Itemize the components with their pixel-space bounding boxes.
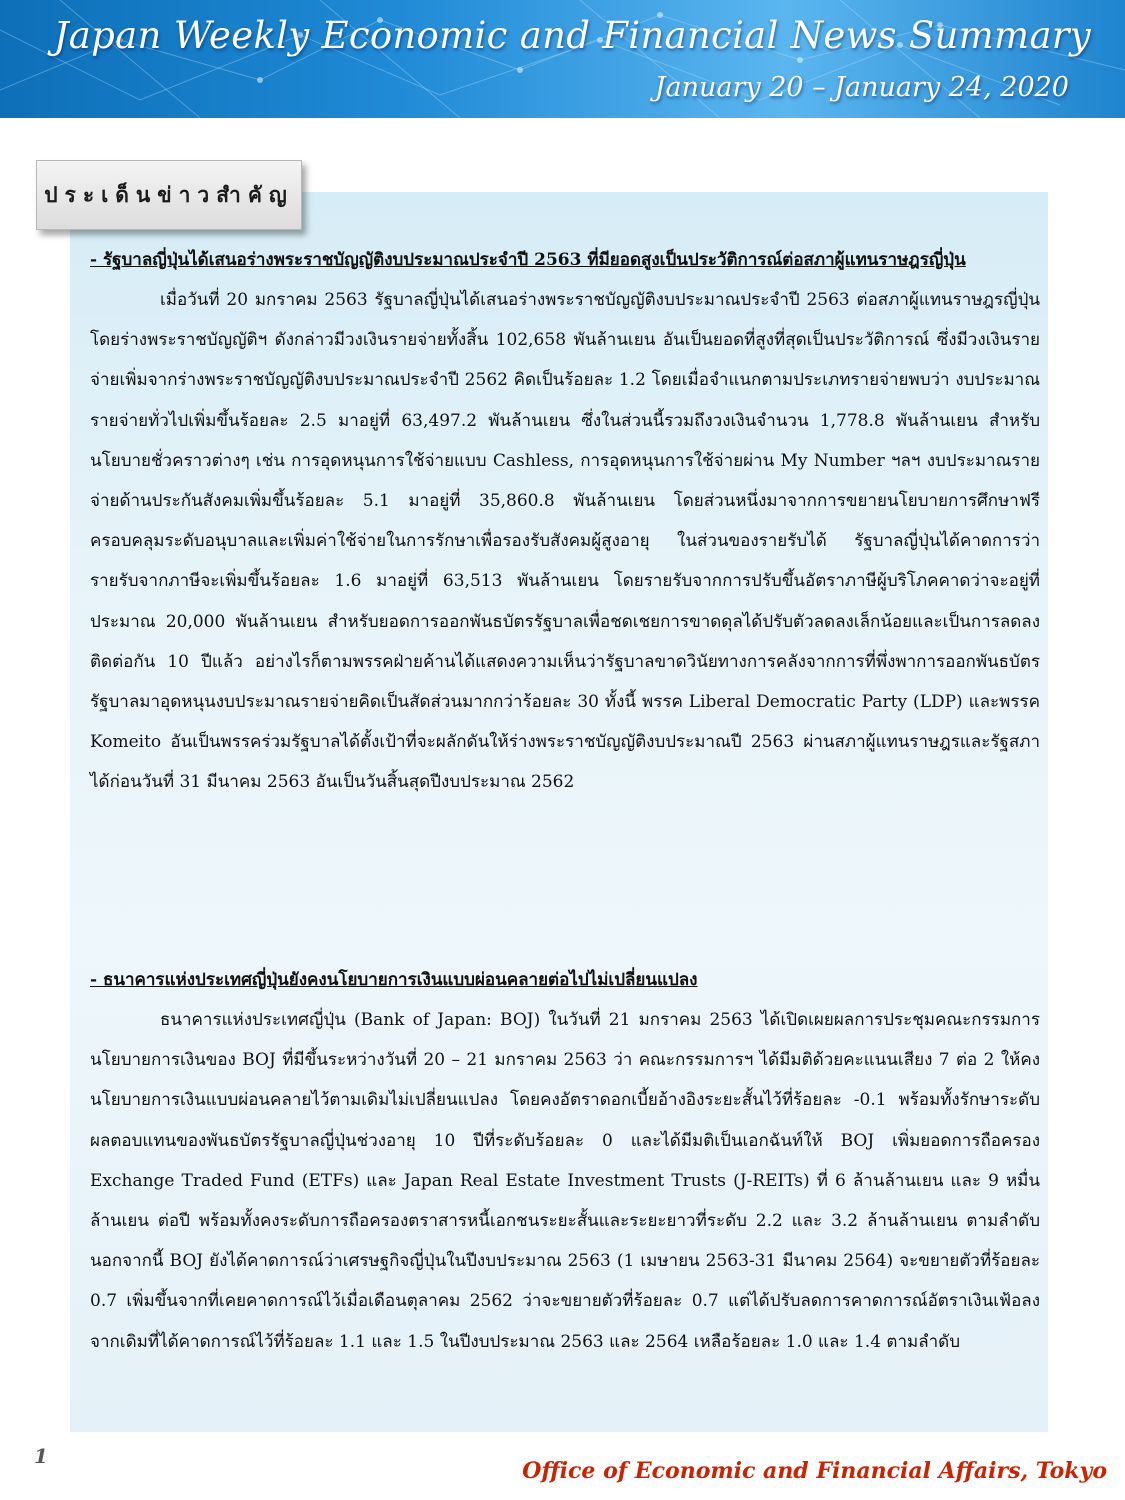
report-title: Japan Weekly Economic and Financial News Summary: [53, 14, 1091, 57]
article-boj: [90, 960, 1040, 1362]
header-banner: [0, 0, 1125, 118]
footer-office-name: Office of Economic and Financial Affairs, Tokyo: [522, 1458, 1107, 1484]
section-tag-label: ประเด็นข่าวสำคัญ: [44, 181, 294, 207]
section-tag: [36, 160, 302, 230]
report-date-range: January 20 – January 24, 2020: [654, 72, 1069, 103]
article-body: ธนาคารแห่งประเทศญี่ปุ่น (Bank of Japan: BOJ) ในวันที่ 21 มกราคม 2563 ได้เปิดเผยผลการประชุมคณะกรรมการนโยบายการเงินของ BOJ ที่มีขึ้นระหว่างวันที่ 20 – 21 มกราคม 2563 ว่า คณะกรรมการฯ ได้มีมติด้วยคะแนนเสียง 7 ต่อ 2 ให้คงนโยบายการเงินแบบผ่อนคลายไว้ตามเดิมไม่เปลี่ยนแปลง โดยคงอัตราดอกเบี้ยอ้างอิงระยะสั้นไว้ที่ร้อยละ -0.1 พร้อมทั้งรักษาระดับผลตอบแทนของพันธบัตรรัฐบาลญี่ปุ่นช่วงอายุ 10 ปีที่ระดับร้อยละ 0 และได้มีมติเป็นเอกฉันท์ให้ BOJ เพิ่มยอดการถือครอง Exchange Traded Fund (ETFs) และ Japan Real Estate Investment Trusts (J-REITs) ที่ 6 ล้านล้านเยน และ 9 หมื่นล้านเยน ต่อปี พร้อมทั้งคงระดับการถือครองตราสารหนี้เอกชนระยะสั้นและระยะยาวที่ระดับ 2.2 และ 3.2 ล้านล้านเยน ตามลำดับ นอกจากนี้ BOJ ยังได้คาดการณ์ว่าเศรษฐกิจญี่ปุ่นในปีงบประมาณ 2563 (1 เมษายน 2563-31 มีนาคม 2564) จะขยายตัวที่ร้อยละ 0.7 เพิ่มขึ้นจากที่เคยคาดการณ์ไว้เมื่อเดือนตุลาคม 2562 ว่าจะขยายตัวที่ร้อยละ 0.7 แต่ได้ปรับลดการคาดการณ์อัตราเงินเฟ้อลงจากเดิมที่ได้คาดการณ์ไว้ที่ร้อยละ 1.1 และ 1.5 ในปีงบประมาณ 2563 และ 2564 เหลือร้อยละ 1.0 และ 1.4 ตามลำดับ: [90, 1010, 1040, 1352]
article-body: เมื่อวันที่ 20 มกราคม 2563 รัฐบาลญี่ปุ่นได้เสนอร่างพระราชบัญญัติงบประมาณประจำปี 2563 ต่อสภาผู้แทนราษฎรญี่ปุ่นโดยร่างพระราชบัญญัติฯ ดังกล่าวมีวงเงินรายจ่ายทั้งสิ้น 102,658 พันล้านเยน อันเป็นยอดที่สูงที่สุดเป็นประวัติการณ์ ซึ่งมีวงเงินรายจ่ายเพิ่มจากร่างพระราชบัญญัติงบประมาณประจำปี 2562 คิดเป็นร้อยละ 1.2 โดยเมื่อจำแนกตามประเภทรายจ่ายพบว่า งบประมาณรายจ่ายทั่วไปเพิ่มขึ้นร้อยละ 2.5 มาอยู่ที่ 63,497.2 พันล้านเยน ซึ่งในส่วนนี้รวมถึงวงเงินจำนวน 1,778.8 พันล้านเยน สำหรับนโยบายชั่วคราวต่างๆ เช่น การอุดหนุนการใช้จ่ายแบบ Cashless, การอุดหนุนการใช้จ่ายผ่าน My Number ฯลฯ งบประมาณรายจ่ายด้านประกันสังคมเพิ่มขึ้นร้อยละ 5.1 มาอยู่ที่ 35,860.8 พันล้านเยน โดยส่วนหนึ่งมาจากการขยายนโยบายการศึกษาฟรีครอบคลุมระดับอนุบาลและเพิ่มค่าใช้จ่ายในการรักษาเพื่อรองรับสังคมผู้สูงอายุ ในส่วนของรายรับได้ รัฐบาลญี่ปุ่นได้คาดการว่ารายรับจากภาษีจะเพิ่มขึ้นร้อยละ 1.6 มาอยู่ที่ 63,513 พันล้านเยน โดยรายรับจากการปรับขึ้นอัตราภาษีผู้บริโภคคาดว่าจะอยู่ที่ประมาณ 20,000 พันล้านเยน สำหรับยอดการออกพันธบัตรรัฐบาลเพื่อชดเชยการขาดดุลได้ปรับตัวลดลงเล็กน้อยและเป็นการลดลงติดต่อกัน 10 ปีแล้ว อย่างไรก็ตามพรรคฝ่ายค้านได้แสดงความเห็นว่ารัฐบาลขาดวินัยทางการคลังจากการที่พึ่งพาการออกพันธบัตรรัฐบาลมาอุดหนุนงบประมาณรายจ่ายคิดเป็นสัดส่วนมากกว่าร้อยละ 30 ทั้งนี้ พรรค Liberal Democratic Party (LDP) และพรรค Komeito อันเป็นพรรคร่วมรัฐบาลได้ตั้งเป้าที่จะผลักดันให้ร่างพระราชบัญญัติงบประมาณปี 2563 ผ่านสภาผู้แทนราษฎรและรัฐสภาได้ก่อนวันที่ 31 มีนาคม 2563 อันเป็นวันสิ้นสุดปีงบประมาณ 2562: [90, 290, 1040, 793]
article-budget: [90, 240, 1040, 803]
article-headline: - ธนาคารแห่งประเทศญี่ปุ่นยังคงนโยบายการเงินแบบผ่อนคลายต่อไปไม่เปลี่ยนแปลง: [90, 970, 698, 990]
article-headline: - รัฐบาลญี่ปุ่นได้เสนอร่างพระราชบัญญัติงบประมาณประจำปี 2563 ที่มียอดสูงเป็นประวัติการณ์ต่อสภาผู้แทนราษฎรญี่ปุ่น: [90, 250, 966, 270]
page-number: 1: [34, 1444, 48, 1468]
